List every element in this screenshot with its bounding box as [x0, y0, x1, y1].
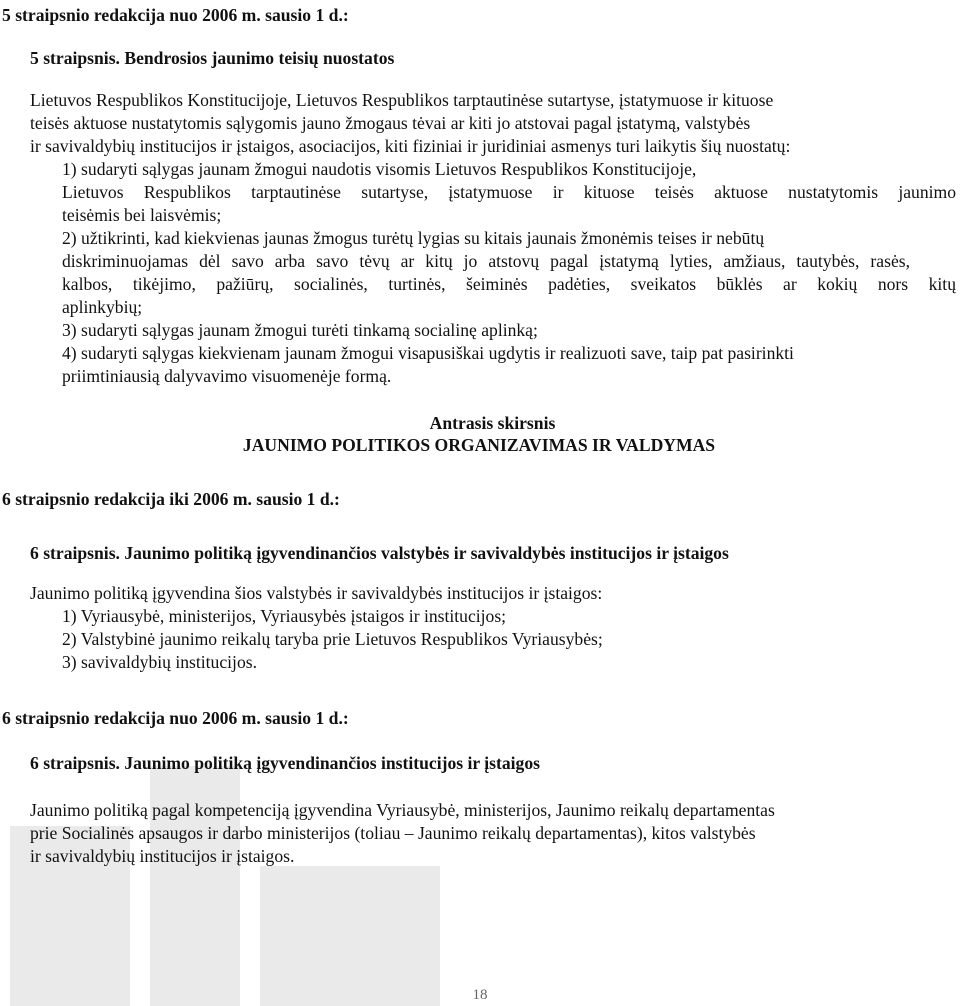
- article5-title: 5 straipsnis. Bendrosios jaunimo teisių nuostatos: [30, 48, 395, 68]
- article6-old-title: 6 straipsnis. Jaunimo politiką įgyvendinančios valstybės ir savivaldybės institucijos ir įstaigos: [30, 543, 729, 563]
- section-part-label: Antrasis skirsnis: [429, 413, 556, 433]
- article5-list-item: 4) sudaryti sąlygas kiekvienam jaunam žmogui visapusiškai ugdytis ir realizuoti save, taip pat pasirinkti: [62, 343, 794, 363]
- article6-old-list-item: 1) Vyriausybė, ministerijos, Vyriausybės įstaigos ir institucijos;: [62, 606, 507, 626]
- article6-new-paragraph-line: ir savivaldybių institucijos ir įstaigos.: [30, 846, 295, 866]
- article5-list-item: 1) sudaryti sąlygas jaunam žmogui naudotis visomis Lietuvos Respublikos Konstitucijoje,: [62, 159, 697, 179]
- section-title: JAUNIMO POLITIKOS ORGANIZAVIMAS IR VALDYMAS: [242, 435, 716, 455]
- article5-list-item: 2) užtikrinti, kad kiekvienas jaunas žmogus turėtų lygias su kitais jaunais žmonėmis teises ir nebūtų: [62, 228, 765, 248]
- article6-old-list-item: 2) Valstybinė jaunimo reikalų taryba prie Lietuvos Respublikos Vyriausybės;: [62, 629, 603, 649]
- article6-new-edition-heading: 6 straipsnio redakcija nuo 2006 m. sausio 1 d.:: [2, 708, 349, 728]
- article6-new-title: 6 straipsnis. Jaunimo politiką įgyvendinančios institucijos ir įstaigos: [30, 753, 540, 773]
- article5-list-item: teisėmis bei laisvėmis;: [62, 205, 222, 225]
- article5-paragraph-line: Lietuvos Respublikos Konstitucijoje, Lietuvos Respublikos tarptautinėse sutartyse, įstatymuose ir kituose: [30, 90, 774, 110]
- article6-new-paragraph-line: Jaunimo politiką pagal kompetenciją įgyvendina Vyriausybė, ministerijos, Jaunimo reikalų departamentas: [30, 800, 775, 820]
- article6-old-intro: Jaunimo politiką įgyvendina šios valstybės ir savivaldybės institucijos ir įstaigos:: [30, 583, 603, 603]
- section5-edition-heading: 5 straipsnio redakcija nuo 2006 m. sausio 1 d.:: [2, 5, 349, 25]
- article5-list-item: aplinkybių;: [62, 297, 143, 317]
- article5-list-item: priimtiniausią dalyvavimo visuomenėje formą.: [62, 366, 392, 386]
- article6-new-paragraph-line: prie Socialinės apsaugos ir darbo ministerijos (toliau – Jaunimo reikalų departamentas), kitos valstybės: [30, 823, 756, 843]
- article5-list-item: Lietuvos Respublikos tarptautinėse sutartyse, įstatymuose ir kituose teisės aktuose nustatytomis jaunimo: [62, 182, 956, 202]
- article5-paragraph-line: ir savivaldybių institucijos ir įstaigos, asociacijos, kiti fiziniai ir juridiniai asmenys turi laikytis šių nuostatų:: [30, 136, 791, 156]
- article5-list-item: diskriminuojamas dėl savo arba savo tėvų ar kitų jo atstovų pagal įstatymą lyties, amžiaus, tautybės, rasės,: [62, 251, 910, 271]
- article5-paragraph-line: teisės aktuose nustatytomis sąlygomis jauno žmogaus tėvai ar kiti jo atstovai pagal įstatymą, valstybės: [30, 113, 751, 133]
- article5-list-item: 3) sudaryti sąlygas jaunam žmogui turėti tinkamą socialinę aplinką;: [62, 320, 538, 340]
- page-number: 18: [472, 987, 488, 1003]
- article5-list-item: kalbos, tikėjimo, pažiūrų, socialinės, turtinės, šeiminės padėties, sveikatos būklės ar kokių nors kitų: [62, 274, 956, 294]
- article6-old-edition-heading: 6 straipsnio redakcija iki 2006 m. sausio 1 d.:: [2, 489, 340, 509]
- article6-old-list-item: 3) savivaldybių institucijos.: [62, 652, 257, 672]
